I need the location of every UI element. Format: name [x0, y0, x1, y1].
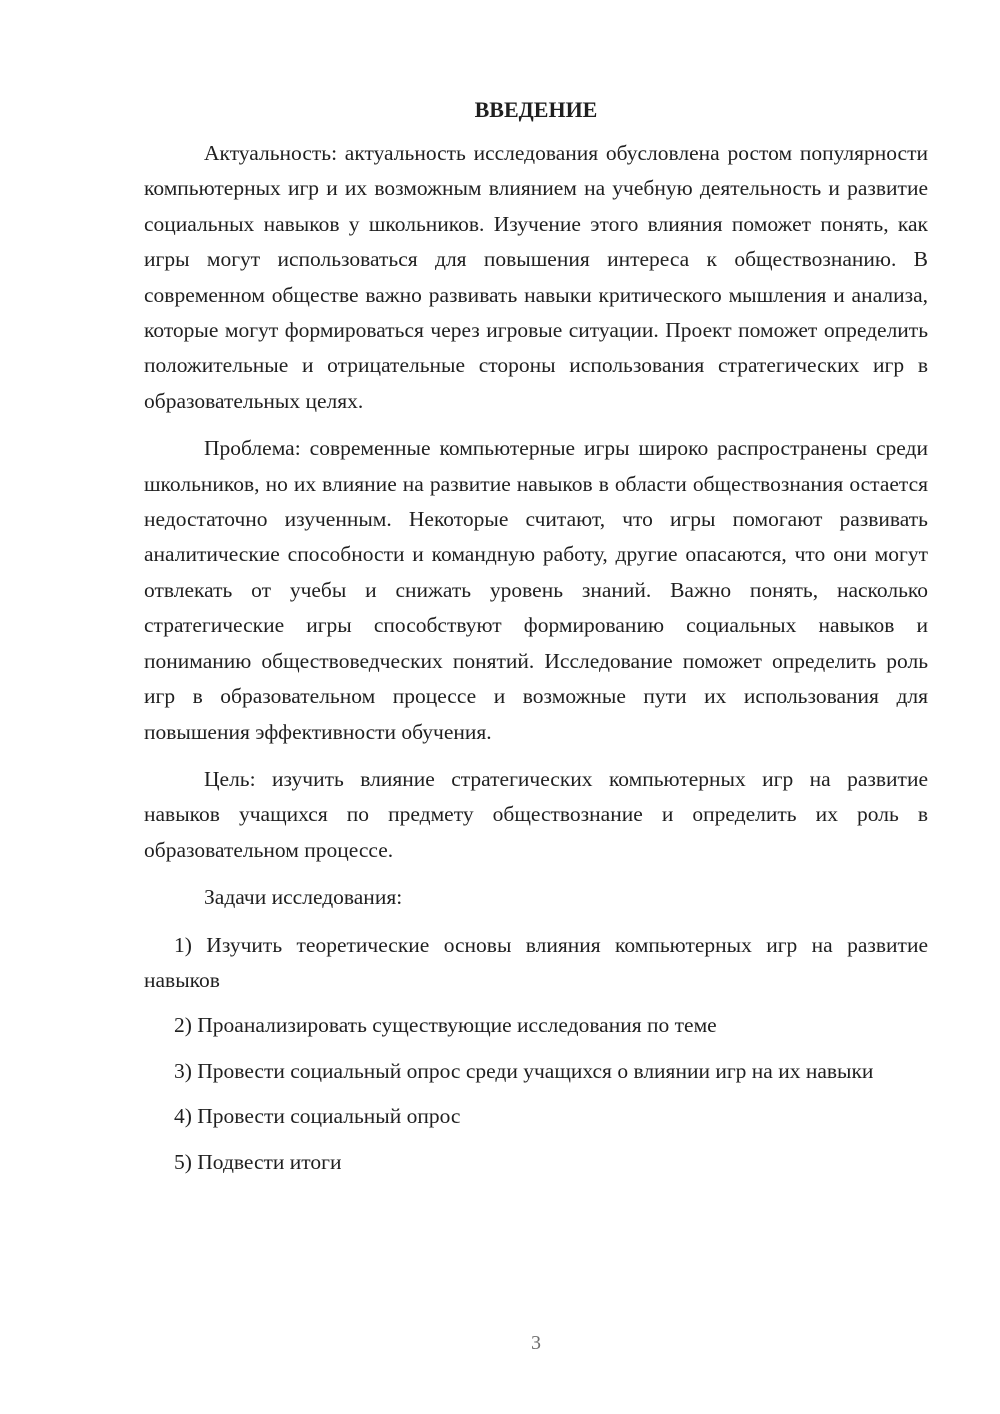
- tasks-heading: Задачи исследования:: [204, 885, 403, 910]
- list-item-task-1: 1) Изучить теоретические основы влияния компьютерных игр на развитие навыков: [144, 932, 928, 992]
- document-body: [144, 92, 928, 1190]
- paragraph-goal: Цель: изучить влияние стратегических компьютерных игр на развитие навыков учащихся по предмету обществознание и определить их роль в образовательном процессе.: [144, 766, 928, 862]
- list-item-task-4: 4) Провести социальный опрос: [174, 1104, 461, 1129]
- paragraph-relevance: Актуальность: актуальность исследования обусловлена ростом популярности компьютерных игр и их возможным влиянием на учебную деятельность и развитие социальных навыков у школьников. Изучение этого влияния поможет понять, как игры могут использоваться для повышения интереса к обществознанию. В современном обществе важно развивать навыки критического мышления и анализа, которые могут формироваться через игровые ситуации. Проект поможет определить положительные и отрицательные стороны использования стратегических игр в образовательных целях.: [144, 141, 928, 413]
- page-title: ВВЕДЕНИЕ: [474, 97, 598, 122]
- list-item-task-5: 5) Подвести итоги: [174, 1149, 342, 1174]
- page-number: 3: [531, 1332, 541, 1354]
- list-item-task-3: 3) Провести социальный опрос среди учащихся о влиянии игр на их навыки: [174, 1058, 874, 1083]
- paragraph-problem: Проблема: современные компьютерные игры широко распространены среди школьников, но их влияние на развитие навыков в области обществознания остается недостаточно изученным. Некоторые считают, что игры помогают развивать аналитические способности и командную работу, другие опасаются, что они могут отвлекать от учебы и снижать уровень знаний. Важно понять, насколько стратегические игры способствуют формированию социальных навыков и пониманию обществоведческих понятий. Исследование поможет определить роль игр в образовательном процессе и возможные пути их использования для повышения эффективности обучения.: [144, 436, 928, 744]
- list-item-task-2: 2) Проанализировать существующие исследования по теме: [174, 1013, 717, 1038]
